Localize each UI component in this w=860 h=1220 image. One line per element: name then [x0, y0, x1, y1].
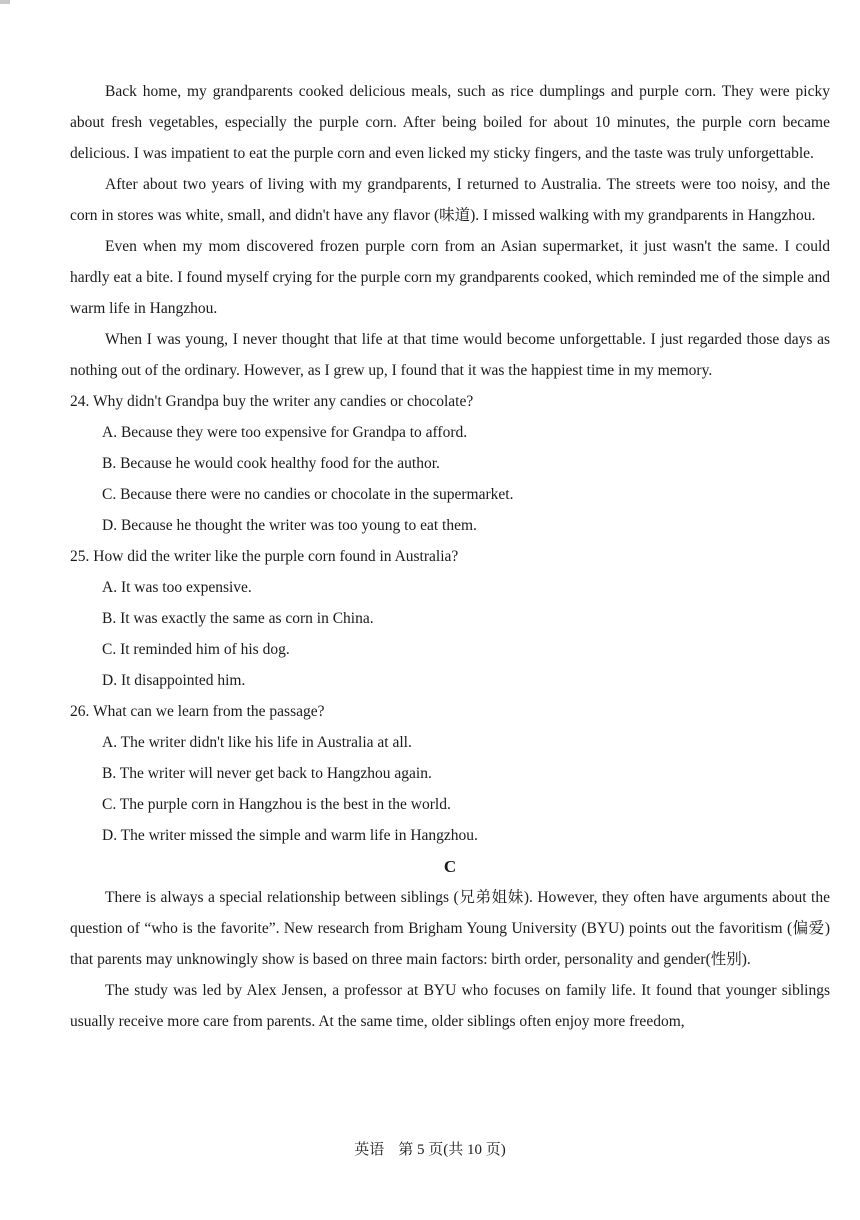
- option-b: B. It was exactly the same as corn in China.: [102, 610, 374, 627]
- question-stem: 24. Why didn't Grandpa buy the writer any candies or chocolate?: [70, 393, 474, 410]
- option-c: C. The purple corn in Hangzhou is the best in the world.: [102, 796, 451, 813]
- option-a: A. Because they were too expensive for Grandpa to afford.: [102, 424, 468, 441]
- page-footer: [0, 1138, 860, 1159]
- passage-paragraph: Even when my mom discovered frozen purple corn from an Asian supermarket, it just wasn't the same. I could hardly eat a bite. I found myself crying for the purple corn my grandparents cooked, which reminded me of the simple and warm life in Hangzhou.: [70, 238, 830, 317]
- option-a: A. It was too expensive.: [102, 579, 252, 596]
- question-stem: 26. What can we learn from the passage?: [70, 703, 325, 720]
- option-b: B. The writer will never get back to Hangzhou again.: [102, 765, 432, 782]
- option-b: B. Because he would cook healthy food for the author.: [102, 455, 440, 472]
- scan-mark: [0, 0, 10, 4]
- option-d: D. Because he thought the writer was too young to eat them.: [102, 517, 477, 534]
- passage-paragraph: When I was young, I never thought that life at that time would become unforgettable. I just regarded those days as nothing out of the ordinary. However, as I grew up, I found that it was the happiest time in my memory.: [70, 331, 830, 379]
- passage-paragraph: There is always a special relationship between siblings (兄弟姐妹). However, they often have arguments about the question of “who is the favorite”. New research from Brigham Young University (BYU) points out the favoritism (偏爱) that parents may unknowingly show is based on three main factors: birth order, personality and gender(性别).: [70, 889, 830, 968]
- passage-paragraph: After about two years of living with my grandparents, I returned to Australia. The streets were too noisy, and the corn in stores was white, small, and didn't have any flavor (味道). I missed walking with my grandparents in Hangzhou.: [70, 176, 830, 224]
- option-d: D. The writer missed the simple and warm life in Hangzhou.: [102, 827, 478, 844]
- section-heading: C: [443, 857, 457, 876]
- option-c: C. It reminded him of his dog.: [102, 641, 290, 658]
- option-c: C. Because there were no candies or chocolate in the supermarket.: [102, 486, 514, 503]
- option-a: A. The writer didn't like his life in Australia at all.: [102, 734, 412, 751]
- footer-page-number: 第 5 页(共 10 页): [398, 1142, 506, 1158]
- option-d: D. It disappointed him.: [102, 672, 246, 689]
- question-stem: 25. How did the writer like the purple corn found in Australia?: [70, 548, 459, 565]
- question-24: [70, 386, 830, 541]
- footer-subject: 英语: [354, 1142, 385, 1158]
- passage-paragraph: Back home, my grandparents cooked delicious meals, such as rice dumplings and purple corn. They were picky about fresh vegetables, especially the purple corn. After being boiled for about 10 minutes, the purple corn became delicious. I was impatient to eat the purple corn and even licked my sticky fingers, and the taste was truly unforgettable.: [70, 83, 830, 162]
- question-26: [70, 696, 830, 851]
- question-25: [70, 541, 830, 696]
- passage-paragraph: The study was led by Alex Jensen, a professor at BYU who focuses on family life. It found that younger siblings usually receive more care from parents. At the same time, older siblings often enjoy more freedom,: [70, 982, 830, 1030]
